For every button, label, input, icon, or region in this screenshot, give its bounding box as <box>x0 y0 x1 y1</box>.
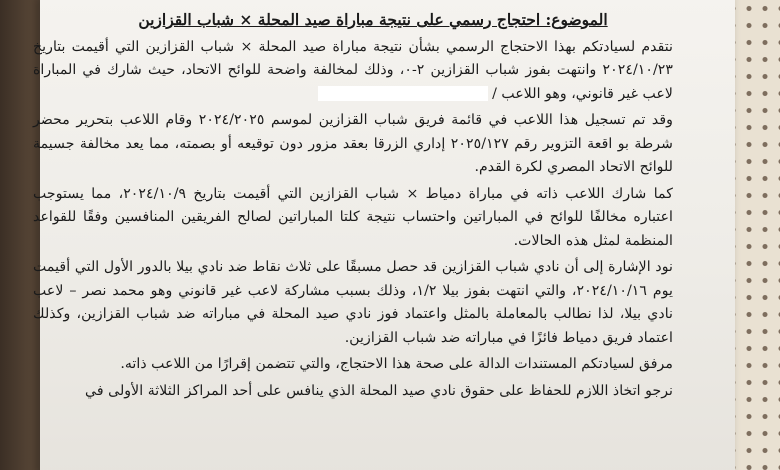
paragraph-protest <box>33 36 673 107</box>
paragraph-registration: وقد تم تسجيل هذا اللاعب في قائمة فريق شباب القزازين لموسم ٢٠٢٤/٢٠٢٥ وقام اللاعب بتحرير محضر شرطة بو اقعة التزوير رقم ٢٠٢٥/١٢٧ إداري الزرقا بعقد مزور دون توقيعه أو بصمته، مما يعد مخالفة جسيمة للوائح الاتحاد المصري لكرة القدم. <box>33 112 673 175</box>
letter-subject <box>33 8 673 32</box>
subject-text: الموضوع: احتجاج رسمي على نتيجة مباراة صيد المحلة × شباب القزازين <box>138 10 608 29</box>
paragraph-precedent: نود الإشارة إلى أن نادي شباب القزازين قد حصل مسبقًا على ثلاث نقاط ضد نادي بيلا بالدور الأول التي أقيمت يوم ٢٠٢٤/١٠/١٦، والتي انتهت بفوز بيلا ١/٢، وذلك بسبب مشاركة لاعب غير قانوني وهو محمد نصر – لاعب نادي بيلا، لذا نطالب بالمعاملة بالمثل واعتماد فوز نادي صيد المحلة في مباراته ضد شباب القزازين، وكذلك اعتماد فريق دمياط فائزًا في مباراته ضد شباب القزازين. <box>33 259 673 346</box>
paragraph-request: نرجو اتخاذ اللازم للحفاظ على حقوق نادي صيد المحلة الذي ينافس على أحد المراكز الثلاثة الأولى في <box>85 382 673 399</box>
paragraph-protest-text: نتقدم لسيادتكم بهذا الاحتجاج الرسمي بشأن نتيجة مباراة صيد المحلة × شباب القزازين التي أقيمت بتاريخ ٢٠٢٤/١٠/٢٣ وانتهت بفوز شباب القزازين ٢-٠، وذلك لمخالفة واضحة للوائح الاتحاد، حيث شارك في المباراة لاعب غير قانوني، وهو اللاعب / <box>33 38 673 102</box>
letter-paper <box>33 0 735 470</box>
paragraph-attachments: مرفق لسيادتكم المستندات الدالة على صحة هذا الاحتجاج، والتي تتضمن إقرارًا من اللاعب ذاته. <box>120 356 673 372</box>
redacted-player-name <box>318 86 488 101</box>
letter-body <box>33 8 673 406</box>
paragraph-damietta-match: كما شارك اللاعب ذاته في مباراة دمياط × شباب القزازين التي أقيمت بتاريخ ٢٠٢٤/١٠/٩، مما يستوجب اعتباره مخالفًا للوائح في المباراتين واحتساب نتيجة كلتا المباراتين لصالح الفريقين المنافسين وفقًا للقواعد المنظمة لمثل هذه الحالات. <box>33 185 673 249</box>
